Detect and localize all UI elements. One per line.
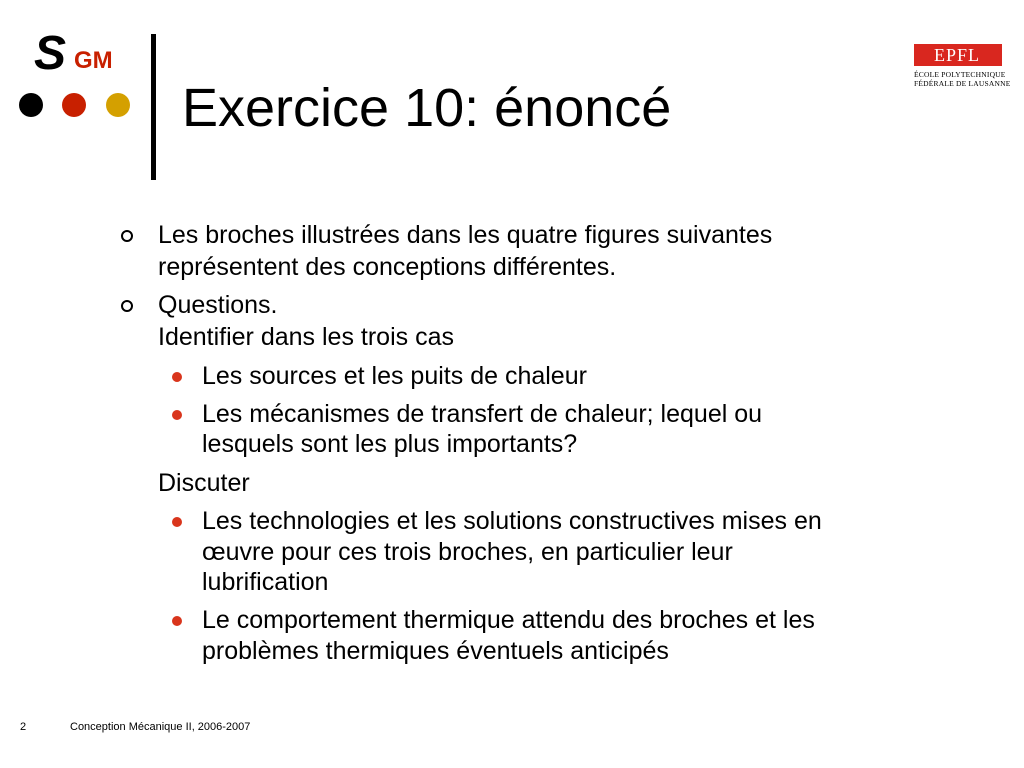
footer-course: Conception Mécanique II, 2006-2007 [70, 721, 251, 733]
epfl-name-line2: FÉDÉRALE DE LAUSANNE [914, 79, 1011, 88]
logo-s-letter: S [34, 27, 67, 80]
sub-bullet-behavior-line2: problèmes thermiques éventuels anticipés [202, 637, 669, 665]
epfl-logo-word: EPFL [934, 45, 981, 65]
sub-bullet-behavior-line1: Le comportement thermique attendu des broches et les [202, 606, 815, 634]
sub-bullet-mechanisms-line2: lesquels sont les plus importants? [202, 430, 578, 458]
sub-bullet-technologies-line1: Les technologies et les solutions constructives mises en [202, 507, 822, 535]
sub-bullet-technologies-line3: lubrification [202, 568, 329, 596]
bullet-questions-line2: Identifier dans les trois cas [158, 323, 454, 351]
sub-bullet-sources: Les sources et les puits de chaleur [202, 362, 587, 390]
bullet-questions-line1: Questions. [158, 291, 278, 319]
logo-gm-letters: GM [74, 47, 113, 74]
bullet-intro-line1: Les broches illustrées dans les quatre figures suivantes [158, 221, 773, 249]
sub-bullet-mechanisms-line1: Les mécanismes de transfert de chaleur; lequel ou [202, 400, 763, 428]
discuter-label: Discuter [158, 469, 250, 497]
bullet-intro-line2: représentent des conceptions différentes. [158, 253, 617, 281]
sub-bullet-technologies-line2: œuvre pour ces trois broches, en particulier leur [202, 538, 733, 566]
slide-title: Exercice 10: énoncé [182, 78, 672, 138]
page-number: 2 [20, 721, 27, 733]
epfl-name-line1: ÉCOLE POLYTECHNIQUE [914, 70, 1006, 79]
